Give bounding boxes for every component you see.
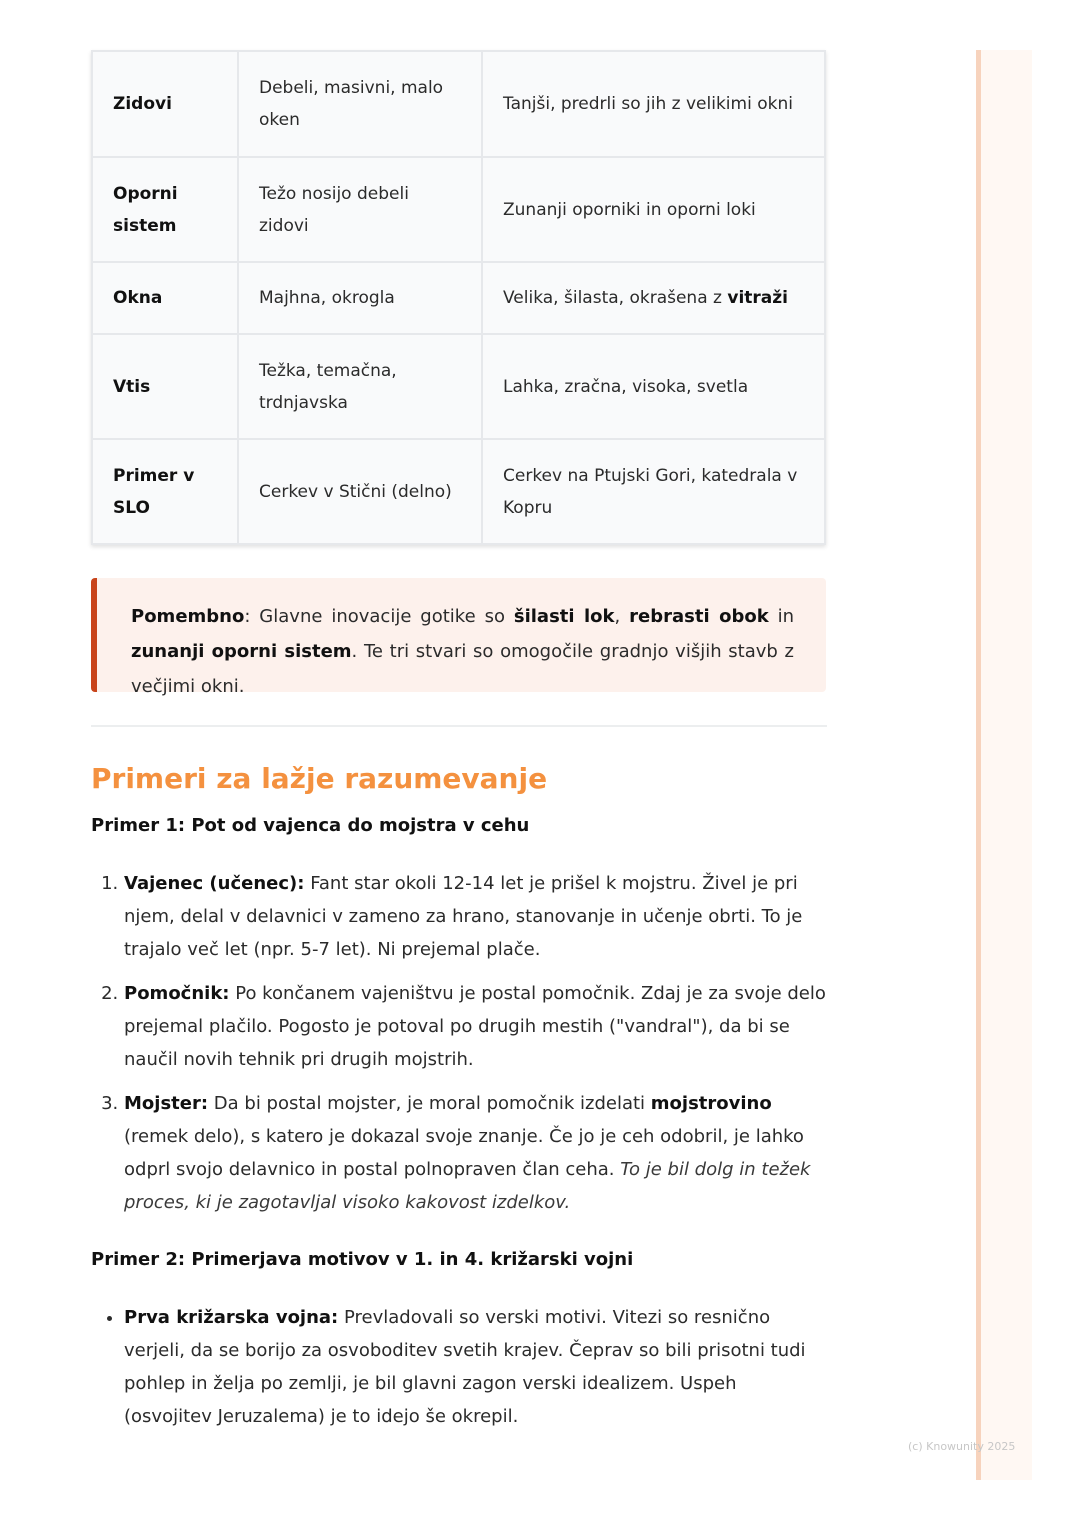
item-bold: mojstrovino xyxy=(650,1093,772,1114)
callout-term: rebrasti obok xyxy=(629,606,769,627)
item-text: Fant star okoli 12-14 let je prišel k mojstru. Živel je pri njem, delal v delavnici v zameno za hrano, stanovanje in učenje obrti. To je trajalo več let (npr. 5-7 let). Ni prejemal plače. xyxy=(124,873,803,960)
item-text: Da bi postal mojster, je moral pomočnik izdelati xyxy=(208,1093,651,1114)
callout-term: zunanji oporni sistem xyxy=(131,641,352,662)
item-italic: To je bil dolg in težek proces, ki je zagotavljal visoko kakovost izdelkov. xyxy=(124,1159,811,1213)
gothic-cell: Zunanji oporniki in oporni loki xyxy=(482,157,825,262)
comparison-table xyxy=(91,50,826,545)
copyright-text: (c) Knowunity 2025 xyxy=(908,1440,1016,1453)
row-label: Oporni sistem xyxy=(92,157,238,262)
section-divider xyxy=(91,725,827,727)
cell-text: Velika, šilasta, okrašena z xyxy=(503,288,728,308)
romanesque-cell: Debeli, masivni, malo oken xyxy=(238,51,482,157)
item-text: Po končanem vajeništvu je postal pomočnik. Zdaj je za svoje delo prejemal plačilo. Pogosto je potoval po drugih mestih ("vandral"), da bi se naučil novih tehnik pri drugih mojstrih. xyxy=(124,983,826,1070)
item-term: Vajenec (učenec): xyxy=(124,873,305,894)
romanesque-cell: Cerkev v Stični (delno) xyxy=(238,439,482,544)
list-item xyxy=(124,867,827,966)
section-heading: Primeri za lažje razumevanje xyxy=(91,762,548,795)
table-row xyxy=(92,334,825,439)
example-1-heading: Primer 1: Pot od vajenca do mojstra v cehu xyxy=(91,815,530,836)
gothic-cell: Lahka, zračna, visoka, svetla xyxy=(482,334,825,439)
romanesque-cell: Težo nosijo debeli zidovi xyxy=(238,157,482,262)
callout-text: , xyxy=(614,606,630,627)
row-label: Primer v SLO xyxy=(92,439,238,544)
item-term: Prva križarska vojna: xyxy=(124,1307,339,1328)
callout-lead: Pomembno xyxy=(131,606,245,627)
document-content xyxy=(91,50,827,1433)
list-item xyxy=(124,1301,827,1433)
row-label: Vtis xyxy=(92,334,238,439)
romanesque-cell: Majhna, okrogla xyxy=(238,262,482,334)
gothic-cell xyxy=(482,262,825,334)
item-term: Pomočnik: xyxy=(124,983,230,1004)
romanesque-cell: Težka, temačna, trdnjavska xyxy=(238,334,482,439)
gothic-cell: Cerkev na Ptujski Gori, katedrala v Kopru xyxy=(482,439,825,544)
callout-text: in xyxy=(768,606,795,627)
cell-bold-term: vitraži xyxy=(727,288,788,308)
callout-text: . Te tri stvari so omogočile gradnjo višjih stavb z večjimi okni. xyxy=(131,641,794,697)
list-item xyxy=(124,1087,827,1219)
example-2-heading: Primer 2: Primerjava motivov v 1. in 4. križarski vojni xyxy=(91,1249,634,1270)
row-label: Zidovi xyxy=(92,51,238,157)
example-1-list xyxy=(91,867,827,1219)
gothic-cell: Tanjši, predrli so jih z velikimi okni xyxy=(482,51,825,157)
item-text: (remek delo), s katero je dokazal svoje znanje. Če jo je ceh odobril, je lahko odprl svojo delavnico in postal polnopraven član ceha. xyxy=(124,1126,804,1180)
callout-text: : Glavne inovacije gotike so xyxy=(244,606,514,627)
table-row xyxy=(92,157,825,262)
row-label: Okna xyxy=(92,262,238,334)
important-callout xyxy=(91,578,826,697)
callout-term: šilasti lok xyxy=(513,606,615,627)
table-row xyxy=(92,262,825,334)
item-term: Mojster: xyxy=(124,1093,209,1114)
item-text: Prevladovali so verski motivi. Vitezi so resnično verjeli, da se borijo za osvoboditev svetih krajev. Čeprav so bili prisotni tudi pohlep in želja po zemlji, je bil glavni zagon verski idealizem. Uspeh (osvojitev Jeruzalema) je to idejo še okrepil. xyxy=(124,1307,806,1427)
table-row xyxy=(92,439,825,544)
example-2-list xyxy=(91,1301,827,1433)
table-row xyxy=(92,51,825,157)
side-decoration-strip xyxy=(976,50,1032,1480)
list-item xyxy=(124,977,827,1076)
